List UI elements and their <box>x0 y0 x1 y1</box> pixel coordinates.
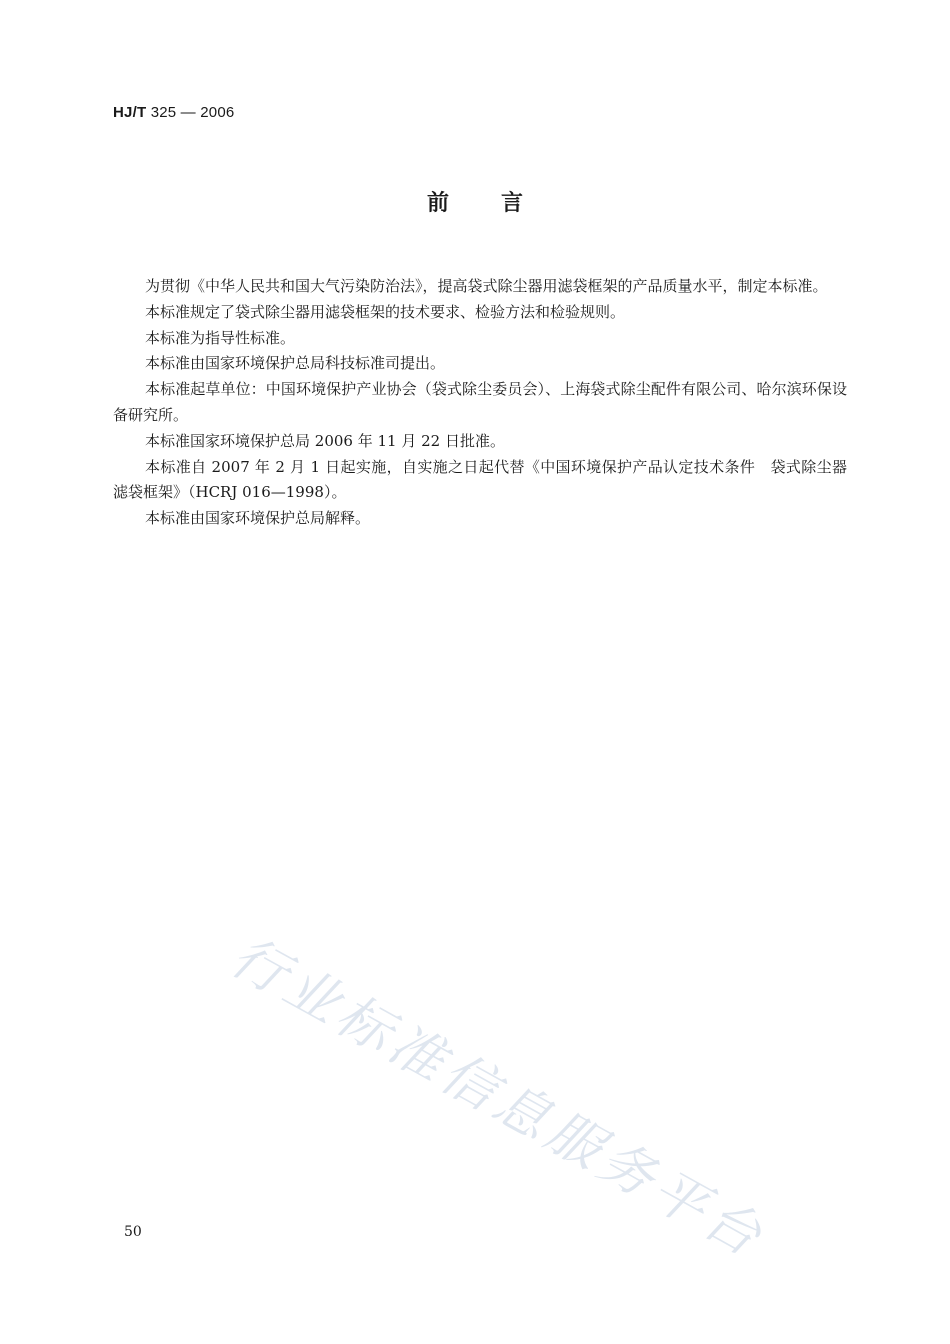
paragraph: 本标准由国家环境保护总局科技标准司提出。 <box>145 354 446 373</box>
paragraph: 本标准起草单位：中国环境保护产业协会（袋式除尘委员会）、上海袋式除尘配件有限公司、哈尔滨环保设备研究所。 <box>113 380 847 424</box>
paragraph: 本标准为指导性标准。 <box>145 328 296 347</box>
document-code <box>113 104 234 121</box>
document-code-prefix: HJ/T <box>113 104 147 121</box>
foreword-body <box>113 274 863 532</box>
paragraph: 本标准规定了袋式除尘器用滤袋框架的技术要求、检验方法和检验规则。 <box>145 302 626 321</box>
page-number: 50 <box>124 1224 142 1240</box>
paragraph: 本标准国家环境保护总局 2006 年 11 月 22 日批准。 <box>145 431 505 450</box>
page-title: 前言 <box>426 191 575 216</box>
document-code-number: 325 — 2006 <box>150 104 235 121</box>
paragraph: 为贯彻《中华人民共和国大气污染防治法》，提高袋式除尘器用滤袋框架的产品质量水平，制定本标准。 <box>145 277 828 295</box>
paragraph: 本标准由国家环境保护总局解释。 <box>145 509 371 528</box>
paragraph: 本标准自 2007 年 2 月 1 日起实施，自实施之日起代替《中国环境保护产品认定技术条件 袋式除尘器 滤袋框架》（HCRJ 016—1998）。 <box>113 457 863 502</box>
watermark: 行业标准信息服务平台 <box>220 924 777 1271</box>
